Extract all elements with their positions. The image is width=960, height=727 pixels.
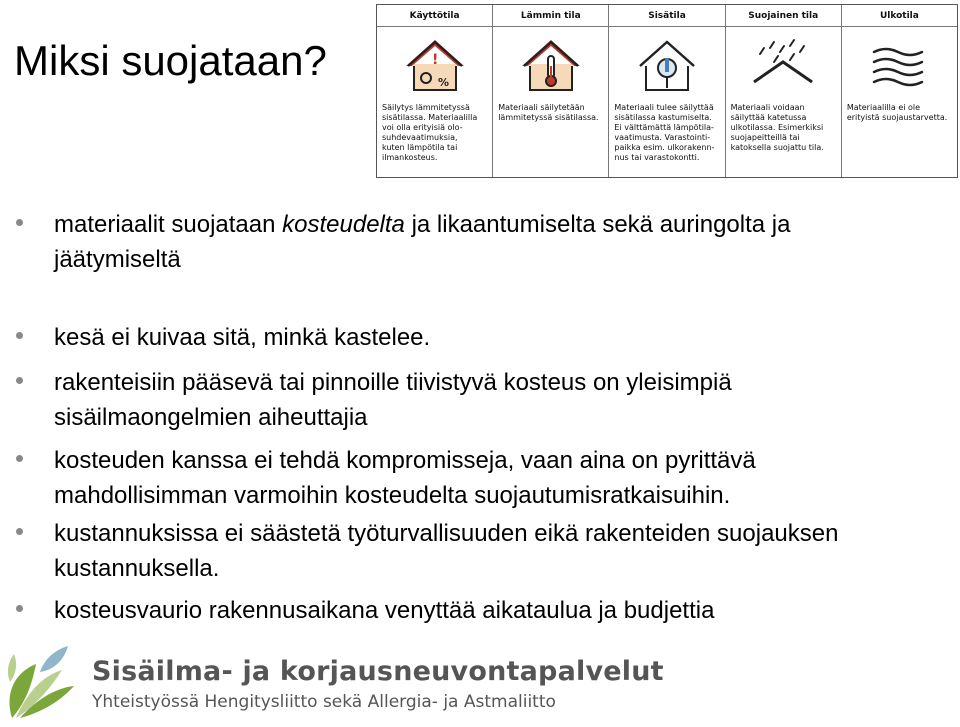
- footer-title: Sisäilma- ja korjausneuvontapalvelut: [92, 656, 664, 687]
- bullet-text: rakenteisiin pääsevä tai pinnoille tiivistyvä kosteus on yleisimpiä sisäilmaongelmien aiheuttajia: [54, 369, 732, 431]
- svg-text:!: !: [431, 52, 438, 68]
- bullet-marker: [16, 528, 23, 535]
- bullet-marker: [16, 455, 23, 462]
- bullet-text: kesä ei kuivaa sitä, minkä kastelee.: [54, 324, 431, 351]
- bullet-text: materiaalit suojataan kosteudelta ja likaantumiselta sekä auringolta ja jäätymiseltä: [54, 211, 791, 273]
- bullet-marker: [16, 219, 23, 226]
- bullet-text: kosteuden kanssa ei tehdä kompromisseja, vaan aina on pyrittävä mahdollisimman varmoihin kosteudelta suojautumisratkaisuihin.: [54, 447, 756, 509]
- bullet-text: kosteusvaurio rakennusaikana venyttää aikataulua ja budjettia: [54, 597, 715, 624]
- bullet-item: [16, 593, 916, 628]
- slide-title: Miksi suojataan?: [14, 37, 327, 84]
- leaf-logo-icon: [2, 642, 82, 722]
- column-header: Käyttötila: [377, 5, 492, 27]
- bullet-item: [16, 320, 916, 355]
- bullet-emphasis: kosteudelta: [282, 211, 405, 238]
- column-description: Materiaali säilytetään lämmitetyssä sisätilassa.: [498, 103, 599, 122]
- bullet-text: kustannuksissa ei säästetä työturvallisuuden eikä rakenteiden suojauksen kustannuksella.: [54, 520, 839, 582]
- svg-text:%: %: [437, 76, 449, 89]
- column-description: Materiaali tulee säilyttää sisätilassa kastumiselta. Ei välttämättä lämpötila- vaatimusta. Varastointi- paikka esim. ulkorakenn- nus tai varastokontti.: [614, 103, 715, 162]
- column-header: Lämmin tila: [493, 5, 608, 27]
- bullet-item: [16, 365, 916, 435]
- column-description: Materiaalilla ei ole erityistä suojaustarvetta.: [846, 103, 948, 122]
- bullet-item: [16, 443, 916, 513]
- column-header: Suojainen tila: [726, 5, 841, 27]
- bullet-marker: [16, 332, 23, 339]
- bullet-item: [16, 516, 916, 586]
- column-description: Säilytys lämmitetyssä sisätilassa. Materiaalilla voi olla erityisiä olo- suhdevaatimuksia, kuten lämpötila tai ilmankosteus.: [382, 103, 478, 162]
- bullet-item: [16, 207, 916, 277]
- column-header: Ulkotila: [842, 5, 957, 27]
- footer-subtitle: Yhteistyössä Hengitysliitto sekä Allergia- ja Astmaliitto: [92, 692, 556, 712]
- bullet-marker: [16, 605, 23, 612]
- column-description: Materiaali voidaan säilyttää katetussa ulkotilassa. Esimerkiksi suojapeitteillä tai katoksella suojattu tila.: [730, 103, 824, 152]
- bullet-marker: [16, 377, 23, 384]
- column-header: Sisätila: [609, 5, 724, 27]
